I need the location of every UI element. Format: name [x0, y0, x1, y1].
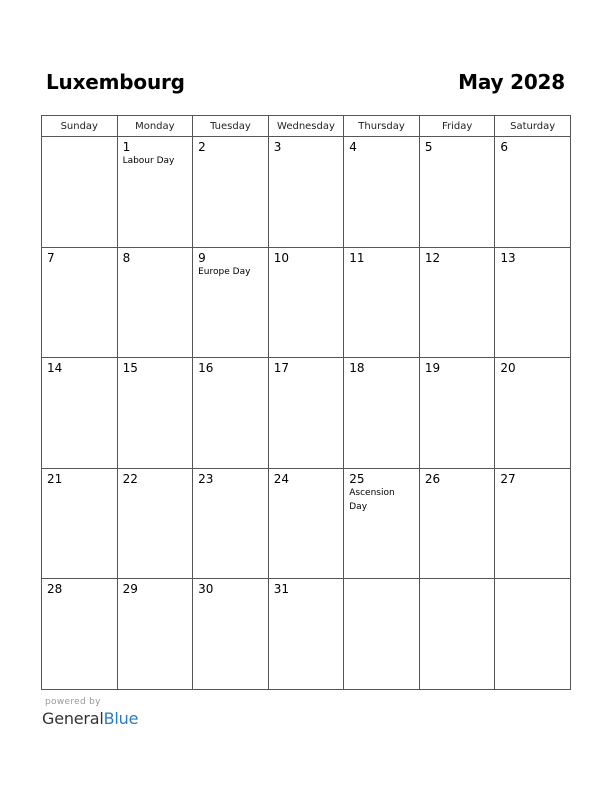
week-row — [42, 137, 571, 248]
day-number: 13 — [500, 250, 516, 265]
day-number: 27 — [500, 471, 516, 486]
day-cell — [495, 358, 571, 469]
day-cell — [193, 358, 269, 469]
day-number: 8 — [122, 250, 131, 265]
calendar-country-title: Luxembourg — [46, 70, 185, 94]
day-number: 20 — [500, 361, 516, 375]
day-number: 15 — [122, 361, 138, 375]
weekday-header: Sunday — [42, 116, 118, 137]
day-number: 4 — [349, 140, 357, 154]
day-cell — [268, 468, 344, 579]
day-number: 6 — [500, 140, 509, 154]
day-cell — [42, 579, 118, 690]
day-number: 5 — [424, 140, 433, 154]
logo-text-general: General — [42, 709, 104, 728]
day-cell — [495, 247, 571, 358]
day-number: 1 — [122, 140, 131, 154]
weekday-header: Wednesday — [268, 116, 344, 137]
day-cell — [268, 579, 344, 690]
day-cell — [344, 247, 420, 358]
day-cell — [42, 247, 118, 358]
day-cell — [344, 468, 420, 579]
calendar-grid — [41, 115, 571, 690]
day-cell — [495, 468, 571, 579]
logo-text-blue: Blue — [103, 709, 139, 728]
day-cell — [419, 137, 495, 248]
day-cell — [419, 468, 495, 579]
week-row — [42, 247, 571, 358]
day-cell — [193, 247, 269, 358]
empty-day-cell — [344, 579, 420, 690]
day-number: 3 — [273, 140, 282, 154]
calendar-month-title: May 2028 — [458, 70, 565, 94]
day-number: 18 — [349, 361, 365, 375]
day-number: 21 — [47, 471, 63, 486]
day-number: 25 — [349, 471, 365, 486]
day-number: 10 — [273, 250, 289, 265]
day-number: 23 — [198, 471, 214, 486]
day-cell — [117, 468, 193, 579]
day-number: 19 — [424, 361, 441, 375]
day-number: 29 — [122, 582, 138, 596]
day-number: 31 — [273, 582, 289, 596]
day-cell — [419, 358, 495, 469]
day-cell — [193, 137, 269, 248]
day-number: 9 — [198, 250, 206, 265]
day-cell — [268, 137, 344, 248]
day-cell — [42, 468, 118, 579]
day-cell — [344, 137, 420, 248]
day-number: 11 — [349, 250, 365, 265]
day-cell — [344, 358, 420, 469]
powered-by-label: powered by — [45, 697, 101, 707]
day-number: 16 — [198, 361, 214, 375]
day-cell — [117, 358, 193, 469]
day-cell — [419, 247, 495, 358]
empty-day-cell — [419, 579, 495, 690]
weekday-header: Tuesday — [193, 116, 269, 137]
day-cell — [117, 579, 193, 690]
day-cell — [495, 137, 571, 248]
weekday-header-row — [42, 116, 571, 137]
weekday-header: Saturday — [495, 116, 571, 137]
weekday-header: Thursday — [344, 116, 420, 137]
day-number: 17 — [273, 361, 289, 375]
weekday-header: Monday — [117, 116, 193, 137]
day-number: 22 — [122, 471, 138, 486]
holiday-label: Europe Day — [198, 266, 251, 277]
day-cell — [42, 358, 118, 469]
holiday-label: Ascension Day — [349, 487, 395, 512]
generalblue-logo — [42, 709, 138, 728]
day-number: 14 — [47, 361, 63, 375]
week-row — [42, 468, 571, 579]
day-number: 28 — [47, 582, 63, 596]
day-cell — [268, 358, 344, 469]
empty-day-cell — [42, 137, 118, 248]
day-number: 24 — [273, 471, 289, 486]
day-cell — [268, 247, 344, 358]
week-row — [42, 358, 571, 469]
day-number: 12 — [424, 250, 441, 265]
holiday-label: Labour Day — [122, 156, 175, 166]
day-number: 7 — [47, 250, 55, 265]
day-cell — [193, 468, 269, 579]
day-cell — [117, 247, 193, 358]
day-number: 30 — [198, 582, 214, 596]
week-row — [42, 579, 571, 690]
day-cell — [193, 579, 269, 690]
day-number: 26 — [424, 471, 441, 486]
day-cell — [117, 137, 193, 248]
day-number: 2 — [198, 140, 206, 154]
empty-day-cell — [495, 579, 571, 690]
weekday-header: Friday — [419, 116, 495, 137]
